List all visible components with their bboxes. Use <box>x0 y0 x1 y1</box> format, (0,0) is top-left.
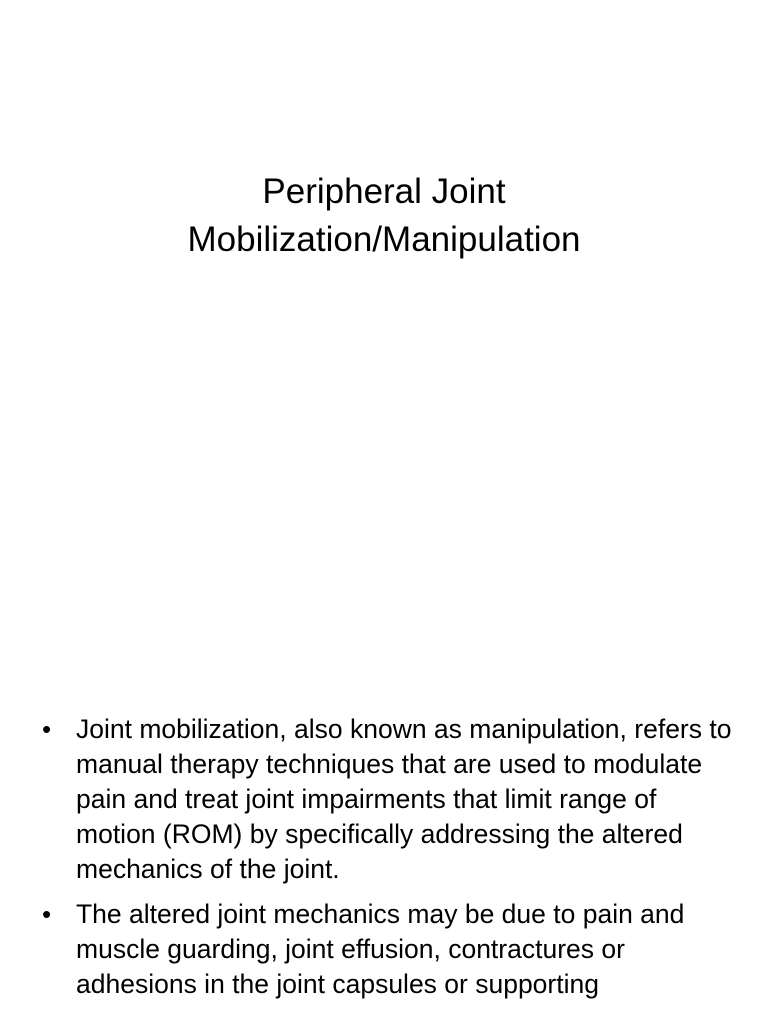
bullet-point-icon: • <box>42 899 52 929</box>
bullet-item <box>40 712 740 887</box>
bullet-point-icon: • <box>42 714 52 744</box>
bullet-list <box>40 712 740 1012</box>
bullet-text: The altered joint mechanics may be due to pain and muscle guarding, joint effusion, contractures or adhesions in the joint capsules or supporting <box>76 899 685 999</box>
bullet-item <box>40 897 740 1002</box>
slide-title-line-1: Peripheral Joint <box>262 172 506 211</box>
slide-title <box>0 168 768 264</box>
bullet-text: Joint mobilization, also known as manipulation, refers to manual therapy techniques that are used to modulate pain and treat joint impairments that limit range of motion (ROM) by specifically addressing the altered mechanics of the joint. <box>76 714 732 884</box>
slide-title-line-2: Mobilization/Manipulation <box>187 220 581 259</box>
